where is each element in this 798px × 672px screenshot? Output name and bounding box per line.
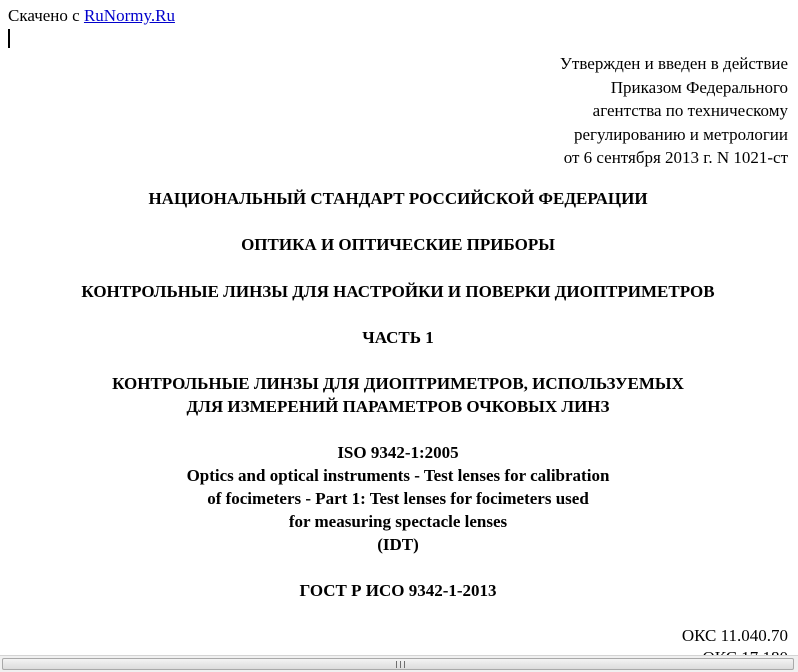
okc-block	[682, 625, 788, 647]
iso-equivalence: (IDT)	[377, 535, 419, 554]
approval-line: агентства по техническому	[592, 101, 788, 121]
standard-heading: НАЦИОНАЛЬНЫЙ СТАНДАРТ РОССИЙСКОЙ ФЕДЕРАЦИИ	[148, 189, 648, 208]
part-title	[0, 372, 796, 418]
approval-line: от 6 сентября 2013 г. N 1021-ст	[563, 148, 788, 168]
iso-title-line: of focimeters - Part 1: Test lenses for focimeters used	[207, 489, 589, 508]
approval-line: регулированию и метрологии	[573, 124, 788, 144]
okc-code: ОКС 11.040.70	[681, 626, 788, 645]
approval-block	[560, 52, 788, 170]
gost-number: ГОСТ Р ИСО 9342-1-2013	[299, 581, 497, 600]
horizontal-scrollbar[interactable]	[0, 655, 798, 672]
text-cursor	[8, 29, 10, 48]
runormy-link[interactable]: RuNormy.Ru	[83, 6, 175, 25]
source-line	[8, 6, 175, 26]
approval-line: Приказом Федерального	[610, 77, 788, 97]
part-label: ЧАСТЬ 1	[362, 328, 434, 347]
scrollbar-thumb[interactable]	[2, 658, 794, 670]
standard-title: КОНТРОЛЬНЫЕ ЛИНЗЫ ДЛЯ НАСТРОЙКИ И ПОВЕРКИ ДИОПТРИМЕТРОВ	[81, 282, 715, 301]
iso-title-line: for measuring spectacle lenses	[288, 512, 508, 531]
approval-line: Утвержден и введен в действие	[559, 54, 788, 73]
standard-subheading: ОПТИКА И ОПТИЧЕСКИЕ ПРИБОРЫ	[241, 235, 555, 254]
source-prefix: Скачено с	[8, 6, 80, 25]
part-title-line: КОНТРОЛЬНЫЕ ЛИНЗЫ ДЛЯ ДИОПТРИМЕТРОВ, ИСПОЛЬЗУЕМЫХ	[112, 374, 684, 393]
iso-reference	[0, 441, 796, 556]
grip-icon	[396, 661, 405, 668]
iso-number: ISO 9342-1:2005	[337, 443, 459, 462]
part-title-line: ДЛЯ ИЗМЕРЕНИЙ ПАРАМЕТРОВ ОЧКОВЫХ ЛИНЗ	[186, 397, 610, 416]
iso-title-line: Optics and optical instruments - Test lenses for calibration	[186, 466, 610, 485]
